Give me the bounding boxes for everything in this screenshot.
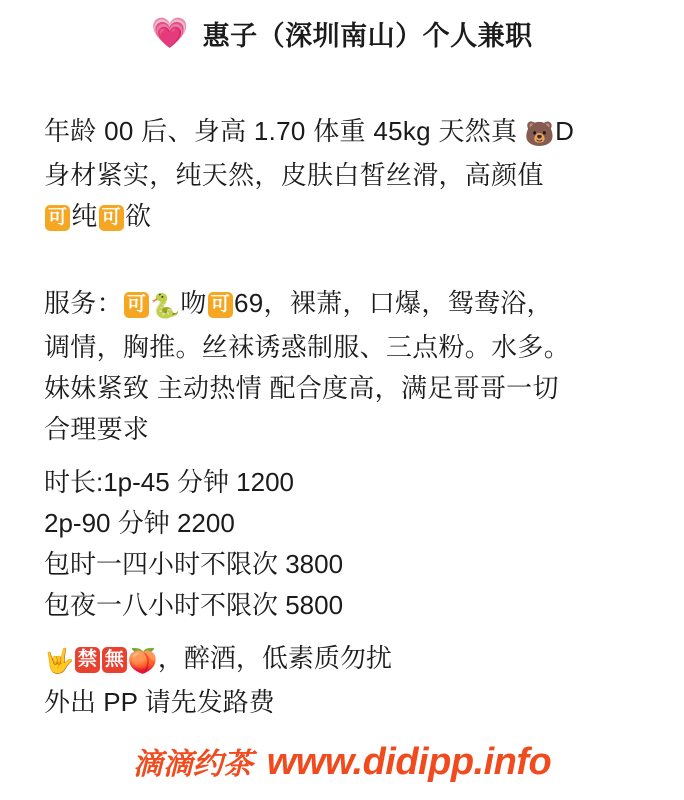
footer-brand: 滴滴约茶 xyxy=(132,748,253,781)
jin-badge: 禁 xyxy=(75,647,100,673)
notice-row-2: 外出 PP 请先发路费 xyxy=(44,687,275,717)
content-body xyxy=(0,111,684,723)
ke-badge-3: 可 xyxy=(124,292,149,318)
profile-paragraph xyxy=(44,111,640,237)
price-row-3: 包时一四小时不限次 3800 xyxy=(44,549,344,579)
hand-horns-icon: 🤟 xyxy=(44,648,74,675)
service-69: 69， xyxy=(234,288,290,318)
price-row-2: 2p-90 分钟 2200 xyxy=(44,508,235,538)
ke-badge-4: 可 xyxy=(208,292,233,318)
service-line2: 调情，胸推。丝袜诱惑制服、三点粉。水多。 xyxy=(44,332,571,362)
profile-line3-end: 欲 xyxy=(124,201,152,231)
profile-line3-mid: 纯 xyxy=(71,201,98,231)
service-rest: 裸萧，口爆，鸳鸯浴， xyxy=(289,288,553,318)
peach-icon: 🍑 xyxy=(127,648,158,675)
ke-badge-2: 可 xyxy=(99,205,124,231)
profile-line1-post: D xyxy=(555,116,575,146)
page-title-row xyxy=(0,0,684,59)
page-title: 惠子（深圳南山）个人兼职 xyxy=(202,21,533,51)
profile-line1-pre: 年龄 00 后、身高 1.70 体重 45kg 天然真 xyxy=(44,116,525,146)
wu-badge: 無 xyxy=(102,647,127,673)
footer-banner xyxy=(0,739,684,784)
ke-badge-1: 可 xyxy=(45,205,70,231)
service-paragraph xyxy=(44,283,640,450)
service-line3: 妹妹紧致 主动热情 配合度高，满足哥哥一切 xyxy=(44,373,559,403)
notice-text: ，醉酒，低素质勿扰 xyxy=(157,643,392,673)
service-label: 服务： xyxy=(44,288,123,318)
service-line4: 合理要求 xyxy=(44,414,150,444)
footer-url[interactable]: www.didipp.info xyxy=(266,741,552,783)
snake-icon: 🐍 xyxy=(150,293,181,320)
price-row-1: 时长:1p-45 分钟 1200 xyxy=(44,467,295,497)
profile-line2: 身材紧实，纯天然，皮肤白皙丝滑，高颜值 xyxy=(44,160,544,190)
bear-icon: 🐻 xyxy=(524,121,556,148)
service-kiss: 吻 xyxy=(180,288,207,318)
notice-row xyxy=(44,638,640,682)
price-row-4: 包夜一八小时不限次 5800 xyxy=(44,590,344,620)
heart-icon: 💗 xyxy=(151,16,189,50)
